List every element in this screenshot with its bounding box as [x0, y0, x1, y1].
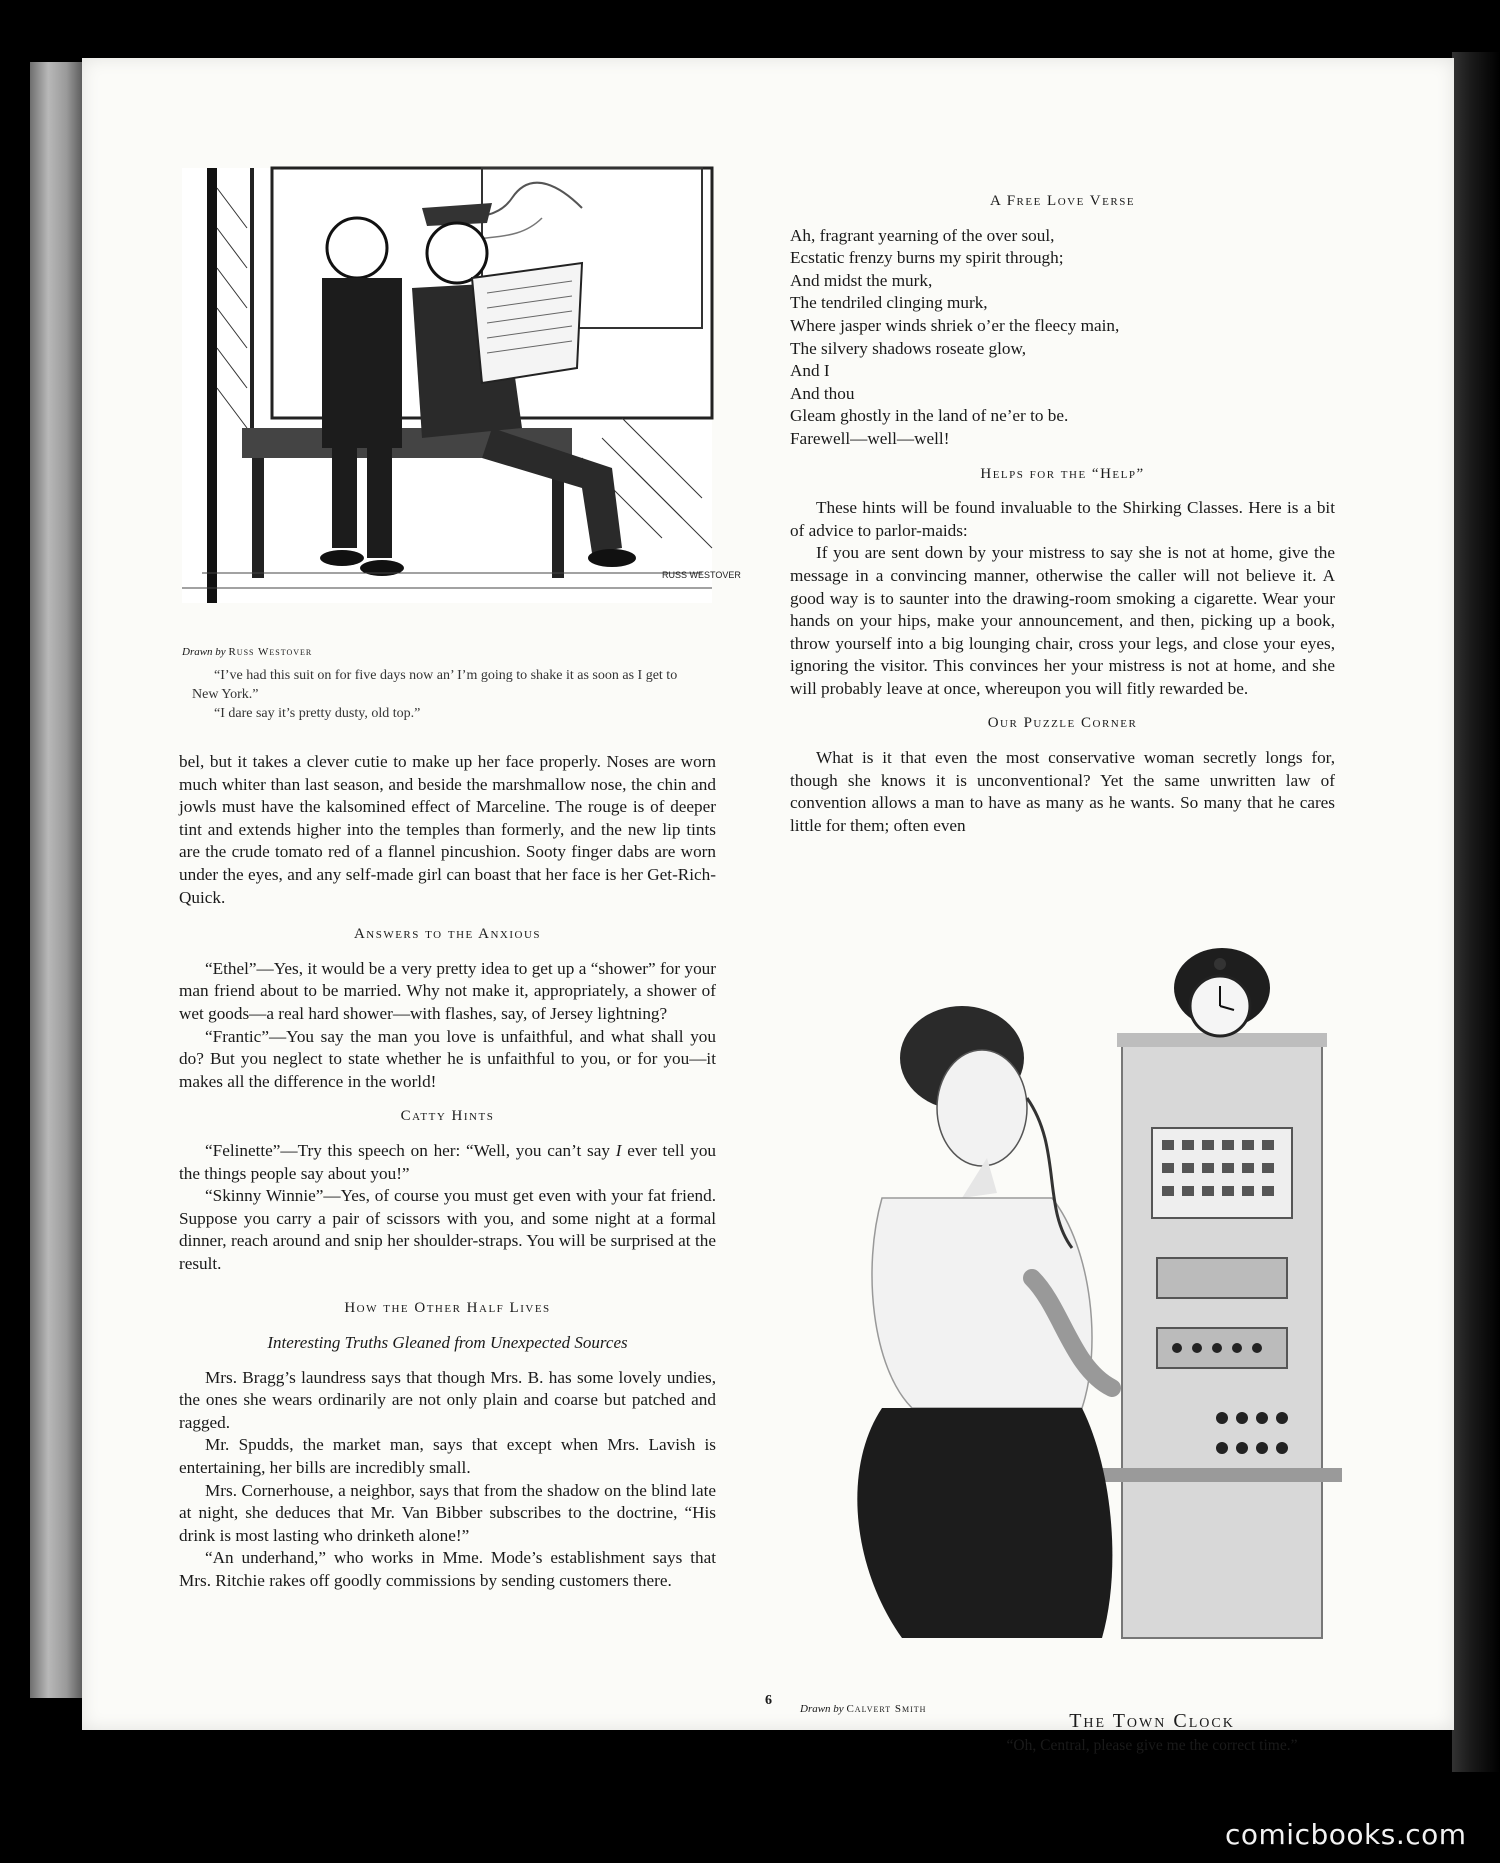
caption-quote: “Oh, Central, please give me the correct time.”: [1006, 1737, 1298, 1754]
binder-left-edge: [30, 62, 84, 1698]
binder-right-edge: [1452, 52, 1500, 1772]
verse-line: The silvery shadows roseate glow,: [790, 338, 1027, 358]
half-bragg: Mrs. Bragg’s laundress says that though Mrs. B. has some lovely undies, the ones she wears ordinarily are not only plain and coarse but patched and ragged.: [179, 1367, 716, 1432]
illustration-two-men-drawing: [182, 168, 741, 603]
verse-line: Ecstatic frenzy burns my spirit through;: [790, 248, 1064, 268]
verse-line: And thou: [790, 383, 855, 403]
watermark: comicbooks.com: [1225, 1818, 1467, 1851]
catty-winnie: “Skinny Winnie”—Yes, of course you must get even with your fat friend. Suppose you carry a pair of scissors with you, and some night at a formal dinner, reach around and snip her shoulder-straps. You will be surprised at the result.: [179, 1186, 716, 1273]
artist-signature: RUSS WESTOVER: [662, 570, 741, 580]
verse-line: Ah, fragrant yearning of the over soul,: [790, 225, 1055, 245]
caption-westover: [192, 666, 682, 723]
helps-intro: These hints will be found invaluable to the Shirking Classes. Here is a bit of advice to parlor-maids:: [790, 498, 1335, 540]
heading-puzzle: Our Puzzle Corner: [987, 715, 1138, 732]
helps-advice: If you are sent down by your mistress to say she is not at home, give the message in a convincing manner, otherwise the caller will not believe it. A good way is to saunter into the drawing-room smoking a cigarette. Wear your hands on your hips, make your announcement, and then, picking up a book, throw yourself into a big lounging chair, cross your legs, and close your eyes, ignoring the visitor. This convinces her your mistress is not at home, and she will probably leave at once, whereupon you will fitly rewarded be.: [790, 543, 1335, 698]
credit-name: Calvert Smith: [846, 1703, 927, 1715]
verse-line: Where jasper winds shriek o’er the fleecy main,: [790, 315, 1120, 335]
puzzle-text: What is it that even the most conservative woman secretly longs for, though she knows it is unconventional? Yet the same unwritten law of convention allows a man to have as many as he wants. So many that he cares little for them; often even: [790, 748, 1335, 835]
credit-calvert: [800, 1703, 926, 1715]
caption-line-1: “I’ve had this suit on for five days now an’ I’m going to shake it as soon as I get to New York.”: [192, 668, 678, 702]
right-column: [790, 190, 1335, 837]
verse-line: The tendriled clinging murk,: [790, 293, 988, 313]
heading-free-love-verse: A Free Love Verse: [989, 193, 1136, 209]
credit-name: Russ Westover: [228, 646, 313, 658]
credit-prefix: Drawn by: [182, 646, 226, 658]
verse-block: [790, 225, 1335, 451]
heading-helps: Helps for the “Help”: [980, 465, 1145, 482]
half-spudds: Mr. Spudds, the market man, says that except when Mrs. Lavish is entertaining, her bills are incredibly small.: [179, 1435, 716, 1478]
catty-felinette-a: “Felinette”—Try this speech on her: “Well, you can’t say: [205, 1140, 616, 1160]
caption-title: The Town Clock: [1069, 1710, 1235, 1732]
half-cornerhouse: Mrs. Cornerhouse, a neighbor, says that from the shadow on the blind late at night, she deduces that Mr. Van Bibber subscribes to the doctrine, “His drink is most lasting who drinketh alone!”: [179, 1480, 716, 1545]
caption-line-2: “I dare say it’s pretty dusty, old top.”: [214, 706, 421, 721]
heading-other-half: How the Other Half Lives: [344, 1300, 551, 1317]
left-column: [179, 751, 716, 1593]
illustration-operator-drawing: [822, 948, 1342, 1638]
verse-line: And I: [790, 361, 830, 381]
answer-frantic: “Frantic”—You say the man you love is unfaithful, and what shall you do? But you neglect to state whether he is unfaithful to you, or for you—it makes all the difference in the world!: [179, 1026, 716, 1091]
magazine-page: [82, 58, 1454, 1754]
subheading-other-half: Interesting Truths Gleaned from Unexpected Sources: [267, 1333, 628, 1353]
verse-line: And midst the murk,: [790, 270, 933, 290]
illustration-telephone-operator: [822, 948, 1342, 1638]
catty-felinette-b: ever tell you the things people say about you!”: [179, 1140, 717, 1183]
intro-paragraph: bel, but it takes a clever cutie to make up her face properly. Noses are worn much whiter than last season, and beside the marshmallow nose, the chin and jowls must have the kalsomined effect of Marceline. The rouge is of deeper tint and extends higher into the temples than formerly, and the new lip tints are the crude tomato red of a flannel pincushion. Sooty finger dabs are worn under the eyes, and any self-made girl can boast that her face is her Get-Rich-Quick.: [179, 752, 716, 907]
verse-line: Gleam ghostly in the land of ne’er to be.: [790, 406, 1069, 426]
catty-felinette-italic: I: [615, 1140, 622, 1160]
verse-line: Farewell—well—well!: [790, 428, 950, 448]
answer-ethel: “Ethel”—Yes, it would be a very pretty idea to get up a “shower” for your man friend about to be married. Why not make it, appropriately, a shower of wet goods—a real hard shower—with flashes, say, of Jersey lightning?: [179, 958, 716, 1023]
heading-answers: Answers to the Anxious: [353, 926, 542, 943]
credit-prefix: Drawn by: [800, 1703, 844, 1715]
half-underhand: “An underhand,” who works in Mme. Mode’s establishment says that Mrs. Ritchie rakes off goodly commissions by sending customers there.: [179, 1548, 716, 1590]
illustration-two-men: [182, 168, 741, 603]
page-number: 6: [765, 1693, 772, 1708]
catty-felinette: [179, 1140, 716, 1185]
heading-catty: Catty Hints: [400, 1108, 495, 1125]
caption-town-clock: [952, 1710, 1352, 1755]
credit-westover: [182, 646, 312, 658]
